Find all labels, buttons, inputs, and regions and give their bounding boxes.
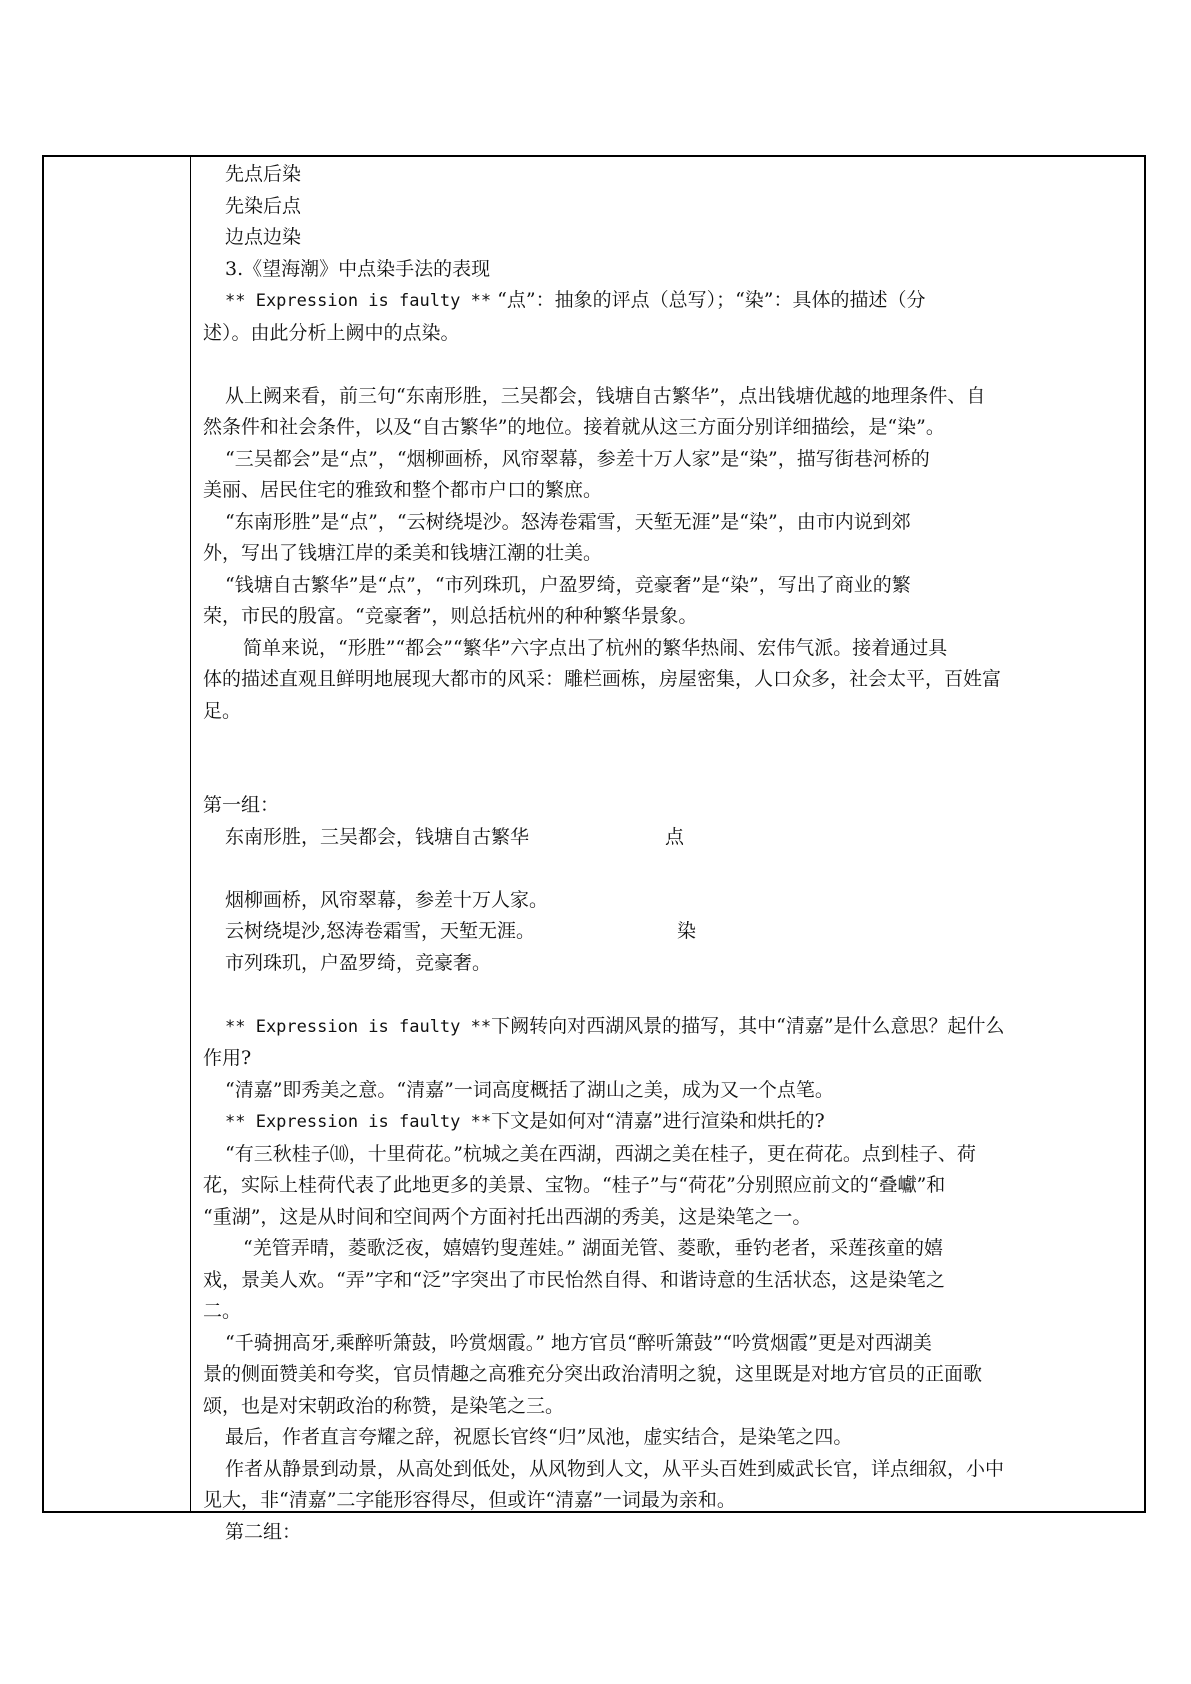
step-dot-then-dye: 先点后染	[225, 163, 302, 185]
definition-line	[203, 285, 1130, 318]
answer-line: 二。	[203, 1300, 242, 1322]
error-field: ** Expression is faulty **	[225, 291, 492, 311]
group-one-title: 第一组：	[203, 794, 280, 816]
definition-text: “点”：抽象的评点（总写）；“染”：具体的描述（分	[491, 289, 926, 311]
spacer	[203, 349, 1130, 381]
answer-line: “重湖”，这是从时间和空间两个方面衬托出西湖的秀美，这是染笔之一。	[203, 1205, 812, 1228]
answer-line: “羌管弄晴，菱歌泛夜，嬉嬉钓叟莲娃。” 湖面羌管、菱歌，垂钓老者，采莲孩童的嬉	[243, 1237, 943, 1259]
paragraph: “东南形胜”是“点”，“云树绕堤沙。怒涛卷霜雪，天堑无涯”是“染”，由市内说到郊	[225, 510, 911, 533]
answer-line: 见大，非“清嘉”二字能形容得尽，但或许“清嘉”一词最为亲和。	[203, 1489, 736, 1511]
paragraph: 足。	[203, 699, 242, 722]
answer-line: 景的侧面赞美和夸奖，官员情趣之高雅充分突出政治清明之貌，这里既是对地方官员的正面歌	[203, 1363, 983, 1385]
answer-line: “有三秋桂子⑽，十里荷花。”杭城之美在西湖，西湖之美在桂子，更在荷花。点到桂子、荷	[225, 1142, 976, 1165]
question-text: 下阙转向对西湖风景的描写，其中“清嘉”是什么意思？起什么	[491, 1014, 1005, 1037]
group-two-title: 第二组：	[225, 1520, 302, 1543]
paragraph: 体的描述直观且鲜明地展现大都市的风采：雕栏画栋，房屋密集，人口众多，社会太平，百姓富	[203, 668, 1002, 690]
group-one-line: 东南形胜，三吴都会，钱塘自古繁华	[225, 825, 530, 848]
paragraph: “钱塘自古繁华”是“点”，“市列珠玑，户盈罗绮，竞豪奢”是“染”，写出了商业的繁	[225, 573, 911, 596]
answer-line: 戏，景美人欢。“弄”字和“泛”字突出了市民怡然自得、和谐诗意的生活状态，这是染笔之	[203, 1268, 945, 1291]
paragraph: 美丽、居民住宅的雅致和整个都市户口的繁庶。	[203, 479, 603, 501]
answer-line: 作者从静景到动景，从高处到低处，从风物到人文，从平头百姓到威武长官，详点细叙，小中	[225, 1457, 1005, 1480]
paragraph: 从上阙来看，前三句“东南形胜，三吴都会，钱塘自古繁华”，点出钱塘优越的地理条件、自	[225, 384, 986, 407]
group-one-line: 云树绕堤沙,怒涛卷霜雪，天堑无涯。	[225, 920, 536, 942]
question-line	[203, 1106, 1130, 1139]
content-column	[193, 157, 1144, 1543]
dot-tag: 点	[665, 825, 685, 848]
paragraph: 然条件和社会条件，以及“自古繁华”的地位。接着就从这三方面分别详细描绘，是“染”。	[203, 416, 945, 438]
answer-line: 颂，也是对宋朝政治的称赞，是染笔之三。	[203, 1394, 565, 1417]
section-heading: 3.《望海潮》中点染手法的表现	[225, 257, 491, 280]
spacer	[203, 727, 1130, 790]
question-line-cont: 作用?	[203, 1047, 252, 1069]
question-line	[203, 1011, 1130, 1044]
answer-line: 最后，作者直言夸耀之辞，祝愿长官终“归”凤池，虚实结合，是染笔之四。	[225, 1426, 853, 1448]
error-field: ** Expression is faulty **	[225, 1016, 492, 1037]
spacer	[203, 979, 1130, 1011]
answer-line: 花，实际上桂荷代表了此地更多的美景、宝物。“桂子”与“荷花”分别照应前文的“叠巘”和	[203, 1174, 946, 1196]
answer-line: “千骑拥高牙,乘醉听箫鼓，吟赏烟霞。” 地方官员“醉听箫鼓”“吟赏烟霞”更是对西湖美	[225, 1331, 932, 1354]
group-one-row	[203, 916, 1130, 948]
paragraph: 荣，市民的殷富。“竞豪奢”，则总括杭州的种种繁华景象。	[203, 605, 698, 627]
step-dye-then-dot: 先染后点	[225, 194, 302, 217]
paragraph: 简单来说，“形胜”“都会”“繁华”六字点出了杭州的繁华热闹、宏伟气派。接着通过具	[243, 636, 948, 659]
group-one-row	[203, 822, 1130, 854]
group-one-line: 烟柳画桥，风帘翠幕，参差十万人家。	[225, 888, 549, 911]
paragraph: 外，写出了钱塘江岸的柔美和钱塘江潮的壮美。	[203, 542, 603, 564]
lesson-table	[42, 155, 1146, 1543]
spacer	[203, 853, 1130, 885]
left-column	[44, 157, 191, 1511]
question-text: 下文是如何对“清嘉”进行渲染和烘托的?	[491, 1110, 825, 1132]
group-one-line: 市列珠玑，户盈罗绮，竞豪奢。	[225, 951, 492, 974]
error-field: ** Expression is faulty **	[225, 1112, 492, 1132]
step-dot-while-dye: 边点边染	[225, 226, 302, 248]
dye-tag: 染	[677, 920, 697, 942]
definition-line-cont: 述）。由此分析上阙中的点染。	[203, 321, 460, 344]
paragraph: “三吴都会”是“点”，“烟柳画桥，风帘翠幕，参差十万人家”是“染”，描写街巷河桥的	[225, 447, 930, 470]
answer-line: “清嘉”即秀美之意。“清嘉”一词高度概括了湖山之美，成为又一个点笔。	[225, 1078, 834, 1101]
